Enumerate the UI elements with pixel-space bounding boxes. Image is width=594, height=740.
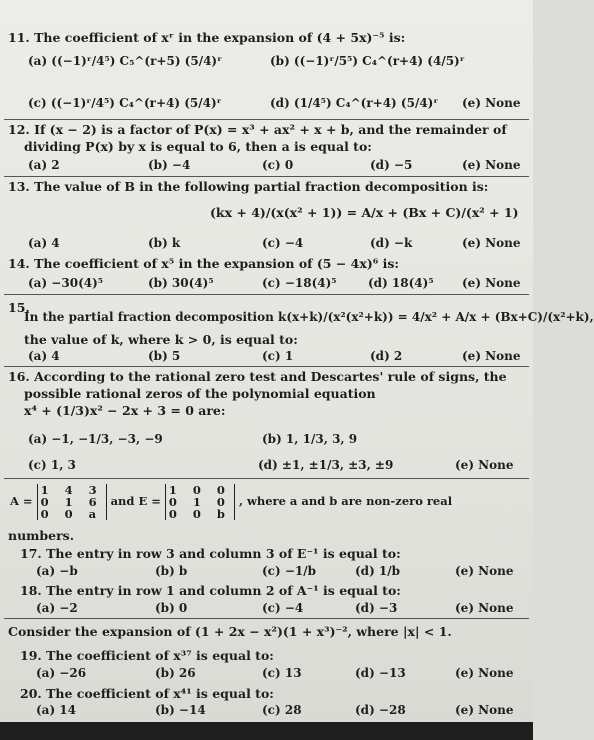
question-18-stem: 18. The entry in row 1 and column 2 of A⁻¹ is equal to: [20,583,401,598]
question-12-option-a: (a) 2 [28,158,60,172]
divider [4,366,529,367]
question-19-option-e: (e) None [455,666,514,680]
question-16-stem-line2: possible rational zeros of the polynomial equation [24,386,376,401]
question-15-option-a: (a) 4 [28,349,60,363]
question-13-option-c: (c) −4 [262,236,304,250]
question-11-option-e: (e) None [462,96,521,110]
question-11-stem: 11. The coefficient of xʳ in the expansion of (4 + 5x)⁻⁵ is: [8,30,406,45]
matrix-tail: , where a and b are non-zero real [238,494,453,508]
question-15-stem-line1: In the partial fraction decomposition k(x+k)/(x²(x²+k)) = 4/x² + A/x + (Bx+C)/(x²+k), [24,310,594,324]
divider [4,294,529,295]
matrix-definition [10,484,452,520]
question-11-option-b: (b) ((−1)ʳ/5⁵) C₄^(r+4) (4/5)ʳ [270,54,465,68]
question-15-option-e: (e) None [462,349,521,363]
question-11-option-c: (c) ((−1)ʳ/4⁵) C₄^(r+4) (5/4)ʳ [28,96,222,110]
question-19-option-c: (c) 13 [262,666,302,680]
divider [4,176,529,177]
question-16-stem-line1: 16. According to the rational zero test and Descartes' rule of signs, the [8,369,507,384]
question-14-option-a: (a) −30(4)⁵ [28,276,104,290]
question-18-option-c: (c) −4 [262,601,304,615]
question-18-option-b: (b) 0 [155,601,188,615]
question-14-option-d: (d) 18(4)⁵ [368,276,434,290]
question-13-option-b: (b) k [148,236,181,250]
question-13-equation: (kx + 4)/(x(x² + 1)) = A/x + (Bx + C)/(x² + 1) [210,205,519,220]
question-20-stem: 20. The coefficient of x⁴¹ is equal to: [20,686,274,701]
question-16-option-d: (d) ±1, ±1/3, ±3, ±9 [258,458,394,472]
question-12-option-d: (d) −5 [370,158,413,172]
divider [4,618,529,619]
question-14-stem: 14. The coefficient of x⁵ in the expansion of (5 − 4x)⁶ is: [8,256,399,271]
question-13-option-d: (d) −k [370,236,413,250]
question-12-option-e: (e) None [462,158,521,172]
bottom-edge [0,722,533,740]
matrix-e-row: 0 0 b [168,507,231,521]
question-17-stem: 17. The entry in row 3 and column 3 of E⁻¹ is equal to: [20,546,401,561]
question-14-option-b: (b) 30(4)⁵ [148,276,214,290]
matrix-tail-line2: numbers. [8,528,75,543]
question-20-option-e: (e) None [455,703,514,717]
matrix-a-label: A = [10,494,33,508]
question-17-option-c: (c) −1/b [262,564,317,578]
matrix-e [165,484,235,520]
question-18-option-e: (e) None [455,601,514,615]
question-11-option-d: (d) (1/4⁵) C₄^(r+4) (5/4)ʳ [270,96,439,110]
matrix-a [37,484,107,520]
question-19-stem: 19. The coefficient of x³⁷ is equal to: [20,648,274,663]
question-12-option-c: (c) 0 [262,158,294,172]
question-13-stem: 13. The value of B in the following partial fraction decomposition is: [8,179,489,194]
matrix-e-label: and E = [110,494,161,508]
matrix-a-row: 0 1 6 [40,495,103,509]
matrix-a-row: 1 4 3 [40,483,103,497]
question-14-option-c: (c) −18(4)⁵ [262,276,337,290]
question-19-option-b: (b) 26 [155,666,196,680]
question-16-option-b: (b) 1, 1/3, 3, 9 [262,432,358,446]
question-13-option-a: (a) 4 [28,236,60,250]
matrix-a-row: 0 0 a [40,507,103,521]
question-12-stem-line2: dividing P(x) by x is equal to 6, then a is equal to: [24,139,372,154]
question-17-option-d: (d) 1/b [355,564,401,578]
divider [4,119,529,120]
question-15-option-d: (d) 2 [370,349,403,363]
question-11-option-a: (a) ((−1)ʳ/4⁵) C₅^(r+5) (5/4)ʳ [28,54,223,68]
question-20-option-a: (a) 14 [36,703,77,717]
matrix-e-row: 0 1 0 [168,495,231,509]
question-16-option-e: (e) None [455,458,514,472]
question-12-stem-line1: 12. If (x − 2) is a factor of P(x) = x³ + ax² + x + b, and the remainder of [8,122,507,137]
question-15-number: 15. [8,300,30,315]
question-15-stem-line2: the value of k, where k > 0, is equal to: [24,332,298,347]
question-12-option-b: (b) −4 [148,158,191,172]
question-14-option-e: (e) None [462,276,521,290]
question-15-option-b: (b) 5 [148,349,181,363]
matrix-e-row: 1 0 0 [168,483,231,497]
question-20-option-b: (b) −14 [155,703,206,717]
question-19-option-d: (d) −13 [355,666,406,680]
question-18-option-d: (d) −3 [355,601,398,615]
question-16-option-a: (a) −1, −1/3, −3, −9 [28,432,163,446]
question-16-option-c: (c) 1, 3 [28,458,76,472]
question-15-option-c: (c) 1 [262,349,294,363]
divider [4,478,529,479]
expansion-intro: Consider the expansion of (1 + 2x − x²)(1 + x³)⁻², where |x| < 1. [8,624,452,639]
question-18-option-a: (a) −2 [36,601,78,615]
question-20-option-d: (d) −28 [355,703,406,717]
question-13-option-e: (e) None [462,236,521,250]
question-17-option-e: (e) None [455,564,514,578]
question-19-option-a: (a) −26 [36,666,87,680]
question-20-option-c: (c) 28 [262,703,302,717]
question-16-stem-line3: x⁴ + (1/3)x² − 2x + 3 = 0 are: [24,403,226,418]
question-17-option-a: (a) −b [36,564,78,578]
question-17-option-b: (b) b [155,564,188,578]
